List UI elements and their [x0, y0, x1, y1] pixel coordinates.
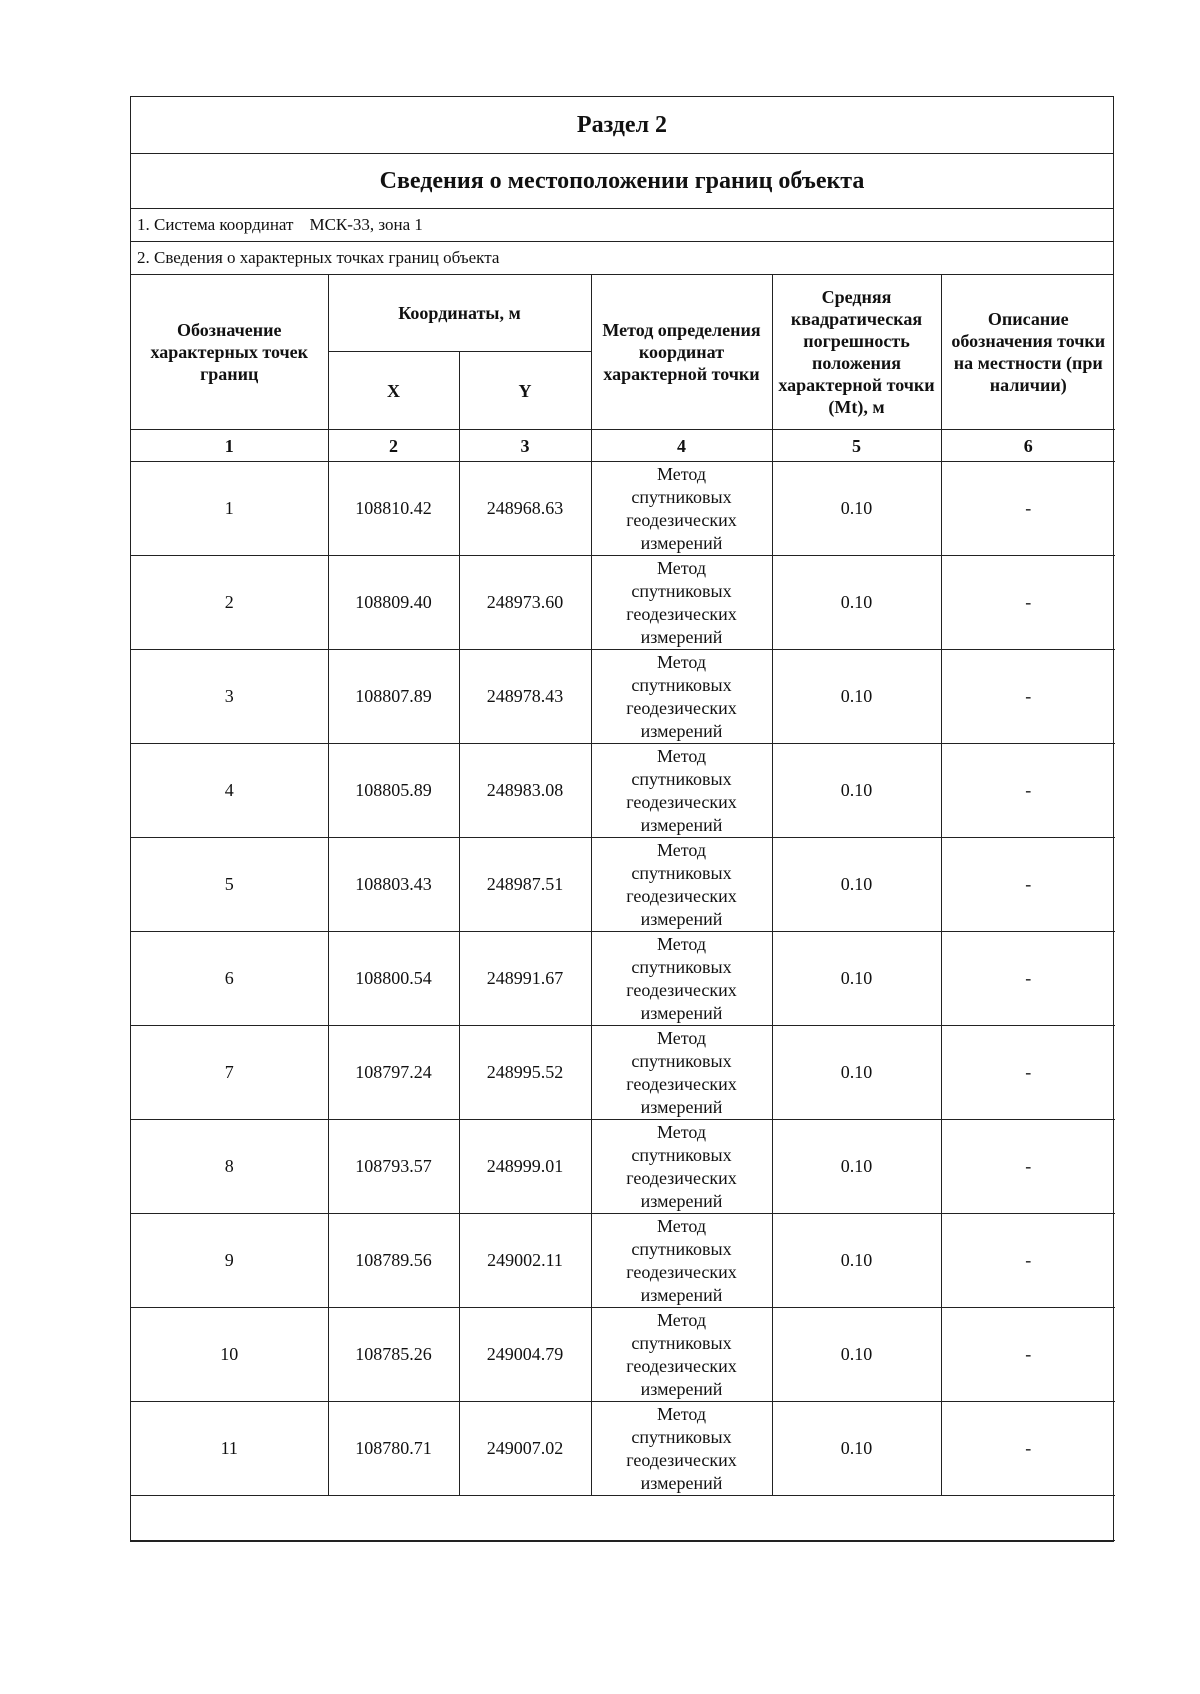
- method-cell: [591, 932, 772, 1026]
- method-line: геодезических: [626, 885, 737, 906]
- method-line: измерений: [640, 1378, 723, 1399]
- method-line: геодезических: [626, 1355, 737, 1376]
- coord-x: 108805.89: [328, 744, 459, 838]
- coord-y: 248978.43: [459, 650, 591, 744]
- method-line: Метод: [656, 557, 707, 578]
- point-description: -: [941, 932, 1115, 1026]
- point-number: 2: [131, 556, 328, 650]
- point-number: 5: [131, 838, 328, 932]
- coord-x: 108793.57: [328, 1120, 459, 1214]
- point-description: -: [941, 1308, 1115, 1402]
- table-row: [131, 1308, 1115, 1402]
- method-line: Метод: [656, 1121, 707, 1142]
- coord-y: 249002.11: [459, 1214, 591, 1308]
- method-line: геодезических: [626, 1073, 737, 1094]
- table-row: [131, 1120, 1115, 1214]
- method-line: геодезических: [626, 697, 737, 718]
- method-line: спутниковых: [631, 1332, 732, 1353]
- empty-footer-row: [131, 1496, 1115, 1541]
- coord-x: 108780.71: [328, 1402, 459, 1496]
- mean-square-error: 0.10: [772, 1214, 941, 1308]
- mean-square-error: 0.10: [772, 462, 941, 556]
- header-designation: Обозначение характерных точек границ: [131, 275, 328, 430]
- column-number: 4: [591, 430, 772, 462]
- coord-y: 248973.60: [459, 556, 591, 650]
- method-line: геодезических: [626, 979, 737, 1000]
- method-line: спутниковых: [631, 1238, 732, 1259]
- header-error: Средняя квадратическая погрешность положения характерной точки (Mt), м: [772, 275, 941, 430]
- mean-square-error: 0.10: [772, 1402, 941, 1496]
- mean-square-error: 0.10: [772, 838, 941, 932]
- method-line: Метод: [656, 1215, 707, 1236]
- method-line: спутниковых: [631, 1426, 732, 1447]
- method-cell: [591, 1402, 772, 1496]
- coord-y: 248987.51: [459, 838, 591, 932]
- method-line: Метод: [656, 839, 707, 860]
- point-description: -: [941, 1120, 1115, 1214]
- method-line: спутниковых: [631, 956, 732, 977]
- table-row: [131, 932, 1115, 1026]
- method-line: измерений: [640, 1284, 723, 1305]
- points-heading: 2. Сведения о характерных точках границ объекта: [131, 242, 1113, 275]
- table-row: [131, 744, 1115, 838]
- mean-square-error: 0.10: [772, 744, 941, 838]
- method-line: измерений: [640, 532, 723, 553]
- point-number: 6: [131, 932, 328, 1026]
- method-cell: [591, 462, 772, 556]
- coord-y: 249007.02: [459, 1402, 591, 1496]
- point-number: 1: [131, 462, 328, 556]
- method-cell: [591, 1308, 772, 1402]
- method-line: Метод: [656, 1309, 707, 1330]
- method-cell: [591, 556, 772, 650]
- coord-y: 249004.79: [459, 1308, 591, 1402]
- coord-x: 108785.26: [328, 1308, 459, 1402]
- coord-system-label: 1. Система координат: [137, 215, 294, 234]
- method-line: геодезических: [626, 791, 737, 812]
- table-row: [131, 556, 1115, 650]
- header-y: Y: [459, 352, 591, 430]
- method-cell: [591, 744, 772, 838]
- table-row: [131, 650, 1115, 744]
- point-description: -: [941, 1214, 1115, 1308]
- mean-square-error: 0.10: [772, 1120, 941, 1214]
- method-line: Метод: [656, 463, 707, 484]
- method-line: геодезических: [626, 509, 737, 530]
- point-description: -: [941, 556, 1115, 650]
- coord-x: 108789.56: [328, 1214, 459, 1308]
- method-line: спутниковых: [631, 1050, 732, 1071]
- mean-square-error: 0.10: [772, 1026, 941, 1120]
- method-line: измерений: [640, 720, 723, 741]
- method-line: спутниковых: [631, 862, 732, 883]
- coord-y: 248991.67: [459, 932, 591, 1026]
- header-coordinates: Координаты, м: [328, 275, 591, 352]
- column-number: 2: [328, 430, 459, 462]
- method-line: Метод: [656, 933, 707, 954]
- header-x: X: [328, 352, 459, 430]
- method-line: измерений: [640, 1472, 723, 1493]
- point-description: -: [941, 744, 1115, 838]
- header-method: Метод определения координат характерной точки: [591, 275, 772, 430]
- mean-square-error: 0.10: [772, 932, 941, 1026]
- method-line: измерений: [640, 1096, 723, 1117]
- point-description: -: [941, 650, 1115, 744]
- column-number: 3: [459, 430, 591, 462]
- point-description: -: [941, 1402, 1115, 1496]
- coord-system-value: МСК-33, зона 1: [309, 215, 423, 234]
- column-number: 6: [941, 430, 1115, 462]
- point-number: 9: [131, 1214, 328, 1308]
- method-cell: [591, 1120, 772, 1214]
- coord-x: 108807.89: [328, 650, 459, 744]
- points-table: [131, 275, 1115, 1541]
- coord-system-line: [131, 209, 1113, 242]
- mean-square-error: 0.10: [772, 1308, 941, 1402]
- coord-x: 108810.42: [328, 462, 459, 556]
- point-number: 4: [131, 744, 328, 838]
- method-line: спутниковых: [631, 1144, 732, 1165]
- column-number: 5: [772, 430, 941, 462]
- method-cell: [591, 1026, 772, 1120]
- table-row: [131, 1214, 1115, 1308]
- method-line: геодезических: [626, 1261, 737, 1282]
- method-line: геодезических: [626, 1449, 737, 1470]
- point-number: 7: [131, 1026, 328, 1120]
- method-line: спутниковых: [631, 768, 732, 789]
- method-line: спутниковых: [631, 580, 732, 601]
- coord-x: 108800.54: [328, 932, 459, 1026]
- empty-footer-cell: [131, 1496, 1115, 1541]
- point-number: 8: [131, 1120, 328, 1214]
- method-line: измерений: [640, 1190, 723, 1211]
- point-number: 10: [131, 1308, 328, 1402]
- method-line: Метод: [656, 1403, 707, 1424]
- coord-x: 108797.24: [328, 1026, 459, 1120]
- table-row: [131, 838, 1115, 932]
- column-number: 1: [131, 430, 328, 462]
- column-numbers-row: [131, 430, 1115, 462]
- method-line: измерений: [640, 908, 723, 929]
- coord-x: 108803.43: [328, 838, 459, 932]
- method-line: Метод: [656, 745, 707, 766]
- section-title: Раздел 2: [131, 97, 1113, 154]
- method-cell: [591, 838, 772, 932]
- coord-y: 248999.01: [459, 1120, 591, 1214]
- header-description: Описание обозначения точки на местности (при наличии): [941, 275, 1115, 430]
- section-subtitle: Сведения о местоположении границ объекта: [131, 154, 1113, 209]
- point-description: -: [941, 838, 1115, 932]
- method-line: геодезических: [626, 1167, 737, 1188]
- coord-y: 248983.08: [459, 744, 591, 838]
- table-row: [131, 1026, 1115, 1120]
- method-line: спутниковых: [631, 674, 732, 695]
- coord-y: 248968.63: [459, 462, 591, 556]
- document-sheet: [130, 96, 1114, 1542]
- method-line: Метод: [656, 651, 707, 672]
- point-description: -: [941, 1026, 1115, 1120]
- method-line: спутниковых: [631, 486, 732, 507]
- method-line: измерений: [640, 814, 723, 835]
- table-row: [131, 1402, 1115, 1496]
- mean-square-error: 0.10: [772, 556, 941, 650]
- table-row: [131, 462, 1115, 556]
- method-line: измерений: [640, 626, 723, 647]
- method-line: измерений: [640, 1002, 723, 1023]
- coord-y: 248995.52: [459, 1026, 591, 1120]
- coord-x: 108809.40: [328, 556, 459, 650]
- point-number: 11: [131, 1402, 328, 1496]
- mean-square-error: 0.10: [772, 650, 941, 744]
- method-line: Метод: [656, 1027, 707, 1048]
- method-cell: [591, 650, 772, 744]
- method-line: геодезических: [626, 603, 737, 624]
- point-description: -: [941, 462, 1115, 556]
- method-cell: [591, 1214, 772, 1308]
- point-number: 3: [131, 650, 328, 744]
- points-table-body: [131, 462, 1115, 1496]
